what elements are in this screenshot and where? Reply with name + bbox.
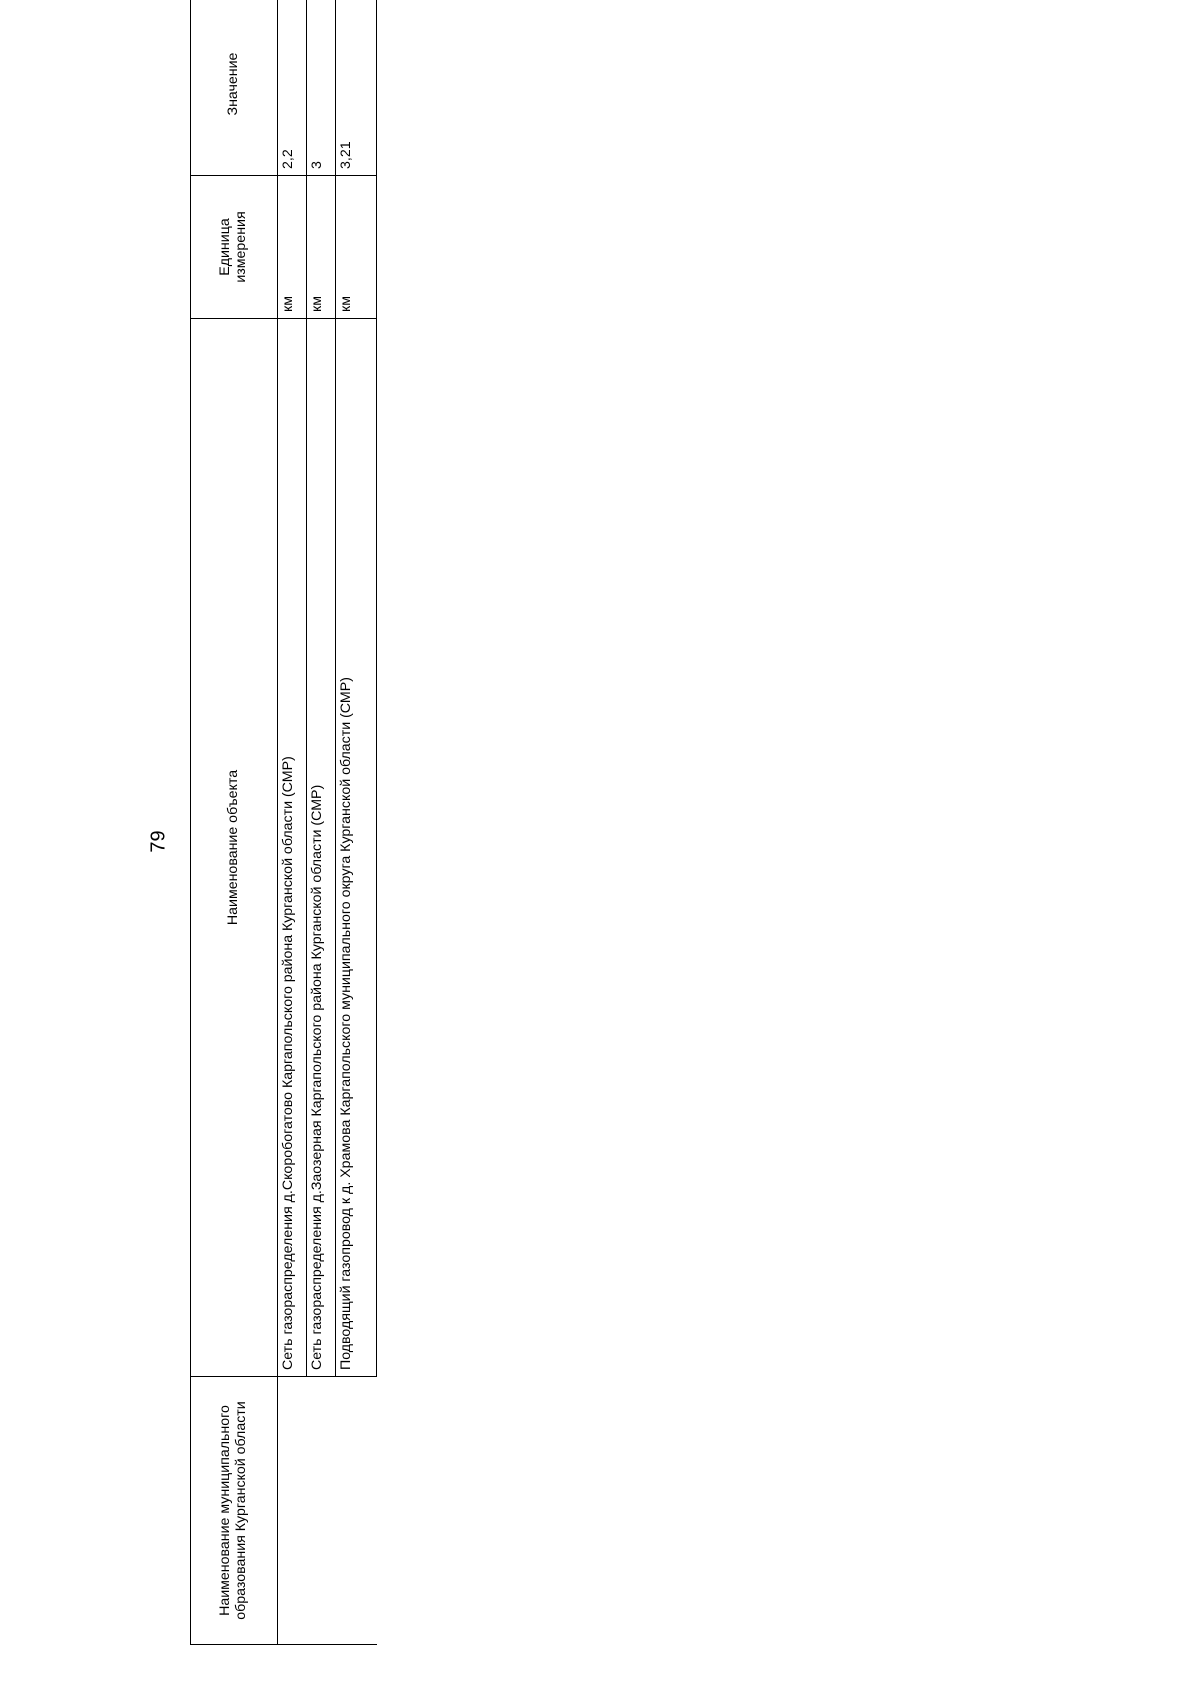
- value-cell: 3,21: [336, 0, 377, 176]
- header-object: Наименование объекта: [191, 319, 278, 1377]
- object-cell: Подводящий газопровод к д. Храмова Каргапольского муниципального округа Курганской области (СМР): [336, 319, 377, 1377]
- page-number: 79: [147, 830, 170, 853]
- table-row: [307, 0, 336, 1645]
- table-header-row: [191, 0, 278, 1645]
- table-row: [336, 0, 377, 1645]
- object-cell: Сеть газораспределения д.Скоробогатово Каргапольского района Курганской области (СМР): [278, 319, 307, 1377]
- municipality-cell: [307, 1377, 336, 1645]
- rotated-table-container: [190, 45, 1160, 1645]
- header-value: Значение: [191, 0, 278, 176]
- header-unit: Единица измерения: [191, 176, 278, 319]
- table-row: [278, 0, 307, 1645]
- objects-table: [190, 0, 377, 1645]
- unit-cell: км: [278, 176, 307, 319]
- unit-cell: км: [336, 176, 377, 319]
- value-cell: 2,2: [278, 0, 307, 176]
- unit-cell: км: [307, 176, 336, 319]
- municipality-cell: [336, 1377, 377, 1645]
- object-cell: Сеть газораспределения д.Заозерная Каргапольского района Курганской области (СМР): [307, 319, 336, 1377]
- header-municipality: Наименование муниципального образования Курганской области: [191, 1377, 278, 1645]
- municipality-cell: [278, 1377, 307, 1645]
- value-cell: 3: [307, 0, 336, 176]
